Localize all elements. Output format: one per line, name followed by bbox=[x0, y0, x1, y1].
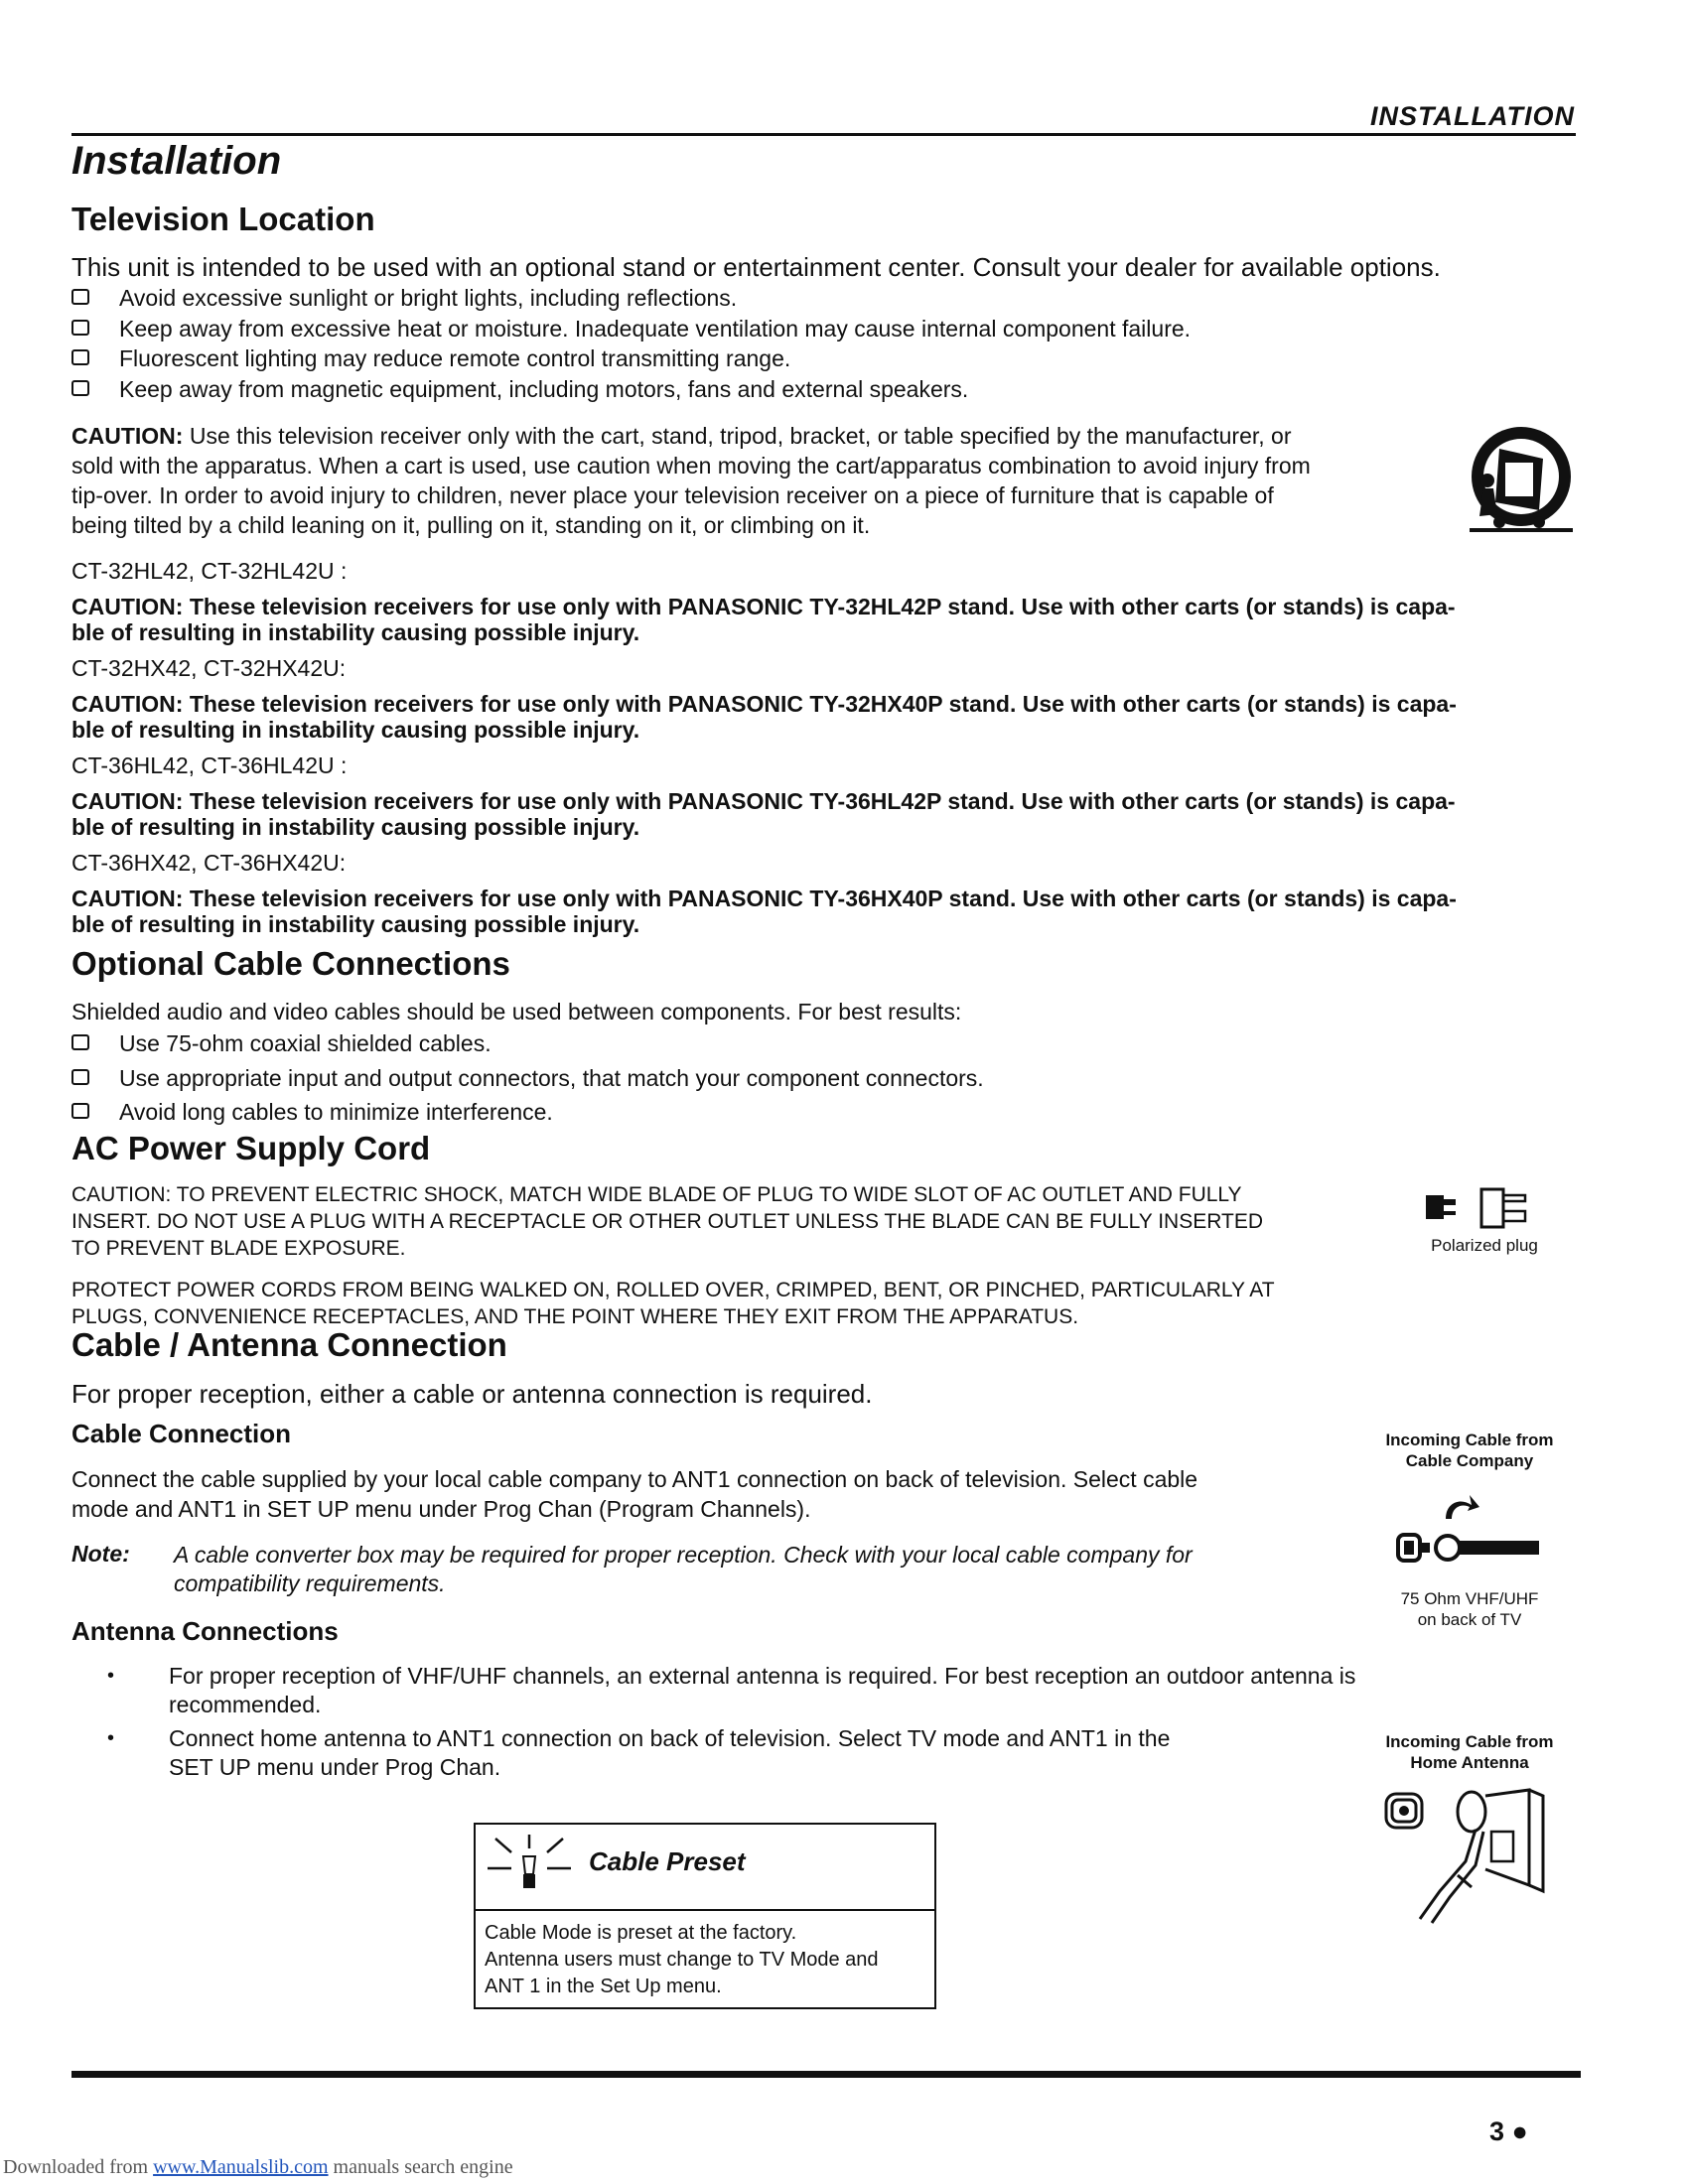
antenna-connector-icon bbox=[1380, 1782, 1559, 1931]
list-item: Use 75-ohm coaxial shielded cables. bbox=[71, 1028, 492, 1059]
cable-preset-header bbox=[476, 1825, 934, 1911]
checkbox-bullet-icon bbox=[71, 320, 89, 336]
cable-preset-text: Cable Mode is preset at the factory. Antenna users must change to TV Mode and ANT 1 in the Set Up menu. bbox=[485, 1922, 879, 1997]
model-label: CT-32HX42, CT-32HX42U: bbox=[71, 655, 347, 681]
ac-caution-line: TO PREVENT BLADE EXPOSURE. bbox=[71, 1237, 406, 1260]
list-item: Avoid excessive sunlight or bright lights, including reflections. bbox=[71, 283, 737, 314]
cable-figure-caption-bottom: 75 Ohm VHF/UHF on back of TV bbox=[1400, 1589, 1539, 1629]
section-heading-cable-antenna: Cable / Antenna Connection bbox=[71, 1326, 507, 1363]
cable-preset-box bbox=[474, 1823, 936, 2009]
note-line: compatibility requirements. bbox=[174, 1570, 446, 1596]
running-header: INSTALLATION bbox=[1370, 101, 1575, 131]
cable-connection-line: Connect the cable supplied by your local cable company to ANT1 connection on back of television. Select cable bbox=[71, 1466, 1198, 1492]
section-heading-ac-power: AC Power Supply Cord bbox=[71, 1130, 431, 1166]
model-caution: CAUTION: These television receivers for use only with PANASONIC TY-32HX40P stand. Use with other carts (or stands) is capa- bbox=[71, 691, 1457, 717]
subheading-cable-connection: Cable Connection bbox=[71, 1419, 292, 1448]
checkbox-bullet-icon bbox=[71, 1034, 89, 1050]
ac-caution-line: CAUTION: TO PREVENT ELECTRIC SHOCK, MATCH WIDE BLADE OF PLUG TO WIDE SLOT OF AC OUTLET AND FULLY bbox=[71, 1183, 1242, 1206]
model-caution: ble of resulting in instability causing possible injury. bbox=[71, 911, 640, 937]
model-caution: CAUTION: These television receivers for use only with PANASONIC TY-32HL42P stand. Use with other carts (or stands) is capa- bbox=[71, 594, 1456, 619]
cart-caution-line: sold with the apparatus. When a cart is used, use caution when moving the cart/apparatus combination to avoid injury from bbox=[71, 453, 1311, 478]
model-caution: CAUTION: These television receivers for use only with PANASONIC TY-36HX40P stand. Use with other carts (or stands) is capa- bbox=[71, 886, 1457, 911]
coax-connector-icon bbox=[1388, 1489, 1547, 1569]
header-rule bbox=[71, 133, 1576, 136]
page-number: 3 ● bbox=[1489, 2116, 1528, 2146]
page-bullet-icon: ● bbox=[1511, 2116, 1528, 2146]
list-item: Use appropriate input and output connectors, that match your component connectors. bbox=[71, 1063, 984, 1094]
bullet-icon: • bbox=[107, 1727, 115, 1749]
ac-protect-line: PLUGS, CONVENIENCE RECEPTACLES, AND THE POINT WHERE THEY EXIT FROM THE APPARATUS. bbox=[71, 1305, 1079, 1328]
cable-connection-line: mode and ANT1 in SET UP menu under Prog Chan (Program Channels). bbox=[71, 1496, 811, 1522]
list-item: • For proper reception of VHF/UHF channels, an external antenna is required. For best reception an outdoor antenna is recommended. bbox=[107, 1663, 1356, 1717]
cable-preset-title: Cable Preset bbox=[589, 1846, 746, 1876]
subheading-antenna-connections: Antenna Connections bbox=[71, 1616, 339, 1646]
list-item: Keep away from magnetic equipment, including motors, fans and external speakers. bbox=[71, 374, 968, 405]
plug-caption: Polarized plug bbox=[1431, 1236, 1538, 1255]
note-label: Note: bbox=[71, 1541, 130, 1567]
checkbox-bullet-icon bbox=[71, 289, 89, 305]
model-label: CT-36HL42, CT-36HL42U : bbox=[71, 752, 348, 778]
checkbox-bullet-icon bbox=[71, 380, 89, 396]
model-label: CT-36HX42, CT-36HX42U: bbox=[71, 850, 347, 876]
manualslib-link[interactable]: www.Manualslib.com bbox=[153, 2156, 329, 2178]
antenna-figure-caption: Incoming Cable from Home Antenna bbox=[1385, 1732, 1554, 1772]
footer-rule bbox=[71, 2071, 1581, 2078]
polarized-plug-icon bbox=[1422, 1181, 1551, 1231]
ac-caution-line: INSERT. DO NOT USE A PLUG WITH A RECEPTACLE OR OTHER OUTLET UNLESS THE BLADE CAN BE FULLY INSERTED bbox=[71, 1210, 1264, 1233]
checkbox-bullet-icon bbox=[71, 1103, 89, 1119]
tv-location-intro: This unit is intended to be used with an optional stand or entertainment center. Consult your dealer for available options. bbox=[71, 252, 1441, 282]
model-caution: ble of resulting in instability causing possible injury. bbox=[71, 814, 640, 840]
model-caution: ble of resulting in instability causing possible injury. bbox=[71, 619, 640, 645]
cart-caution-line: being tilted by a child leaning on it, pulling on it, standing on it, or climbing on it. bbox=[71, 512, 871, 538]
checkbox-bullet-icon bbox=[71, 1069, 89, 1085]
cart-caution-line: tip-over. In order to avoid injury to children, never place your television receiver on a piece of furniture that is capable of bbox=[71, 482, 1274, 508]
model-caution: CAUTION: These television receivers for use only with PANASONIC TY-36HL42P stand. Use with other carts (or stands) is capa- bbox=[71, 788, 1456, 814]
download-notice: Downloaded from www.Manualslib.com manuals search engine bbox=[3, 2156, 513, 2178]
model-label: CT-32HL42, CT-32HL42U : bbox=[71, 558, 348, 584]
cable-antenna-intro: For proper reception, either a cable or antenna connection is required. bbox=[71, 1379, 873, 1409]
model-caution: ble of resulting in instability causing possible injury. bbox=[71, 717, 640, 743]
ac-protect-line: PROTECT POWER CORDS FROM BEING WALKED ON, ROLLED OVER, CRIMPED, BENT, OR PINCHED, PARTICULARLY AT bbox=[71, 1279, 1275, 1301]
bullet-icon: • bbox=[107, 1665, 115, 1687]
list-item: • Connect home antenna to ANT1 connection on back of television. Select TV mode and ANT1 in the SET UP menu under Prog Chan. bbox=[107, 1725, 1171, 1780]
note-line: A cable converter box may be required for proper reception. Check with your local cable company for bbox=[174, 1542, 1193, 1568]
list-item: Avoid long cables to minimize interference. bbox=[71, 1097, 553, 1128]
cart-tipover-warning-icon bbox=[1460, 419, 1579, 542]
section-heading-cable-connections: Optional Cable Connections bbox=[71, 945, 510, 982]
cart-caution-line: CAUTION: Use this television receiver only with the cart, stand, tripod, bracket, or table specified by the manufacturer, or bbox=[71, 423, 1292, 449]
cable-options-intro: Shielded audio and video cables should be used between components. For best results: bbox=[71, 999, 962, 1024]
lightbulb-tip-icon bbox=[482, 1831, 577, 1904]
page-title: Installation bbox=[71, 139, 282, 183]
cable-figure-caption-top: Incoming Cable from Cable Company bbox=[1385, 1431, 1554, 1470]
list-item: Keep away from excessive heat or moisture. Inadequate ventilation may cause internal component failure. bbox=[71, 314, 1191, 344]
list-item: Fluorescent lighting may reduce remote control transmitting range. bbox=[71, 343, 790, 374]
section-heading-tv-location: Television Location bbox=[71, 201, 375, 237]
checkbox-bullet-icon bbox=[71, 349, 89, 365]
